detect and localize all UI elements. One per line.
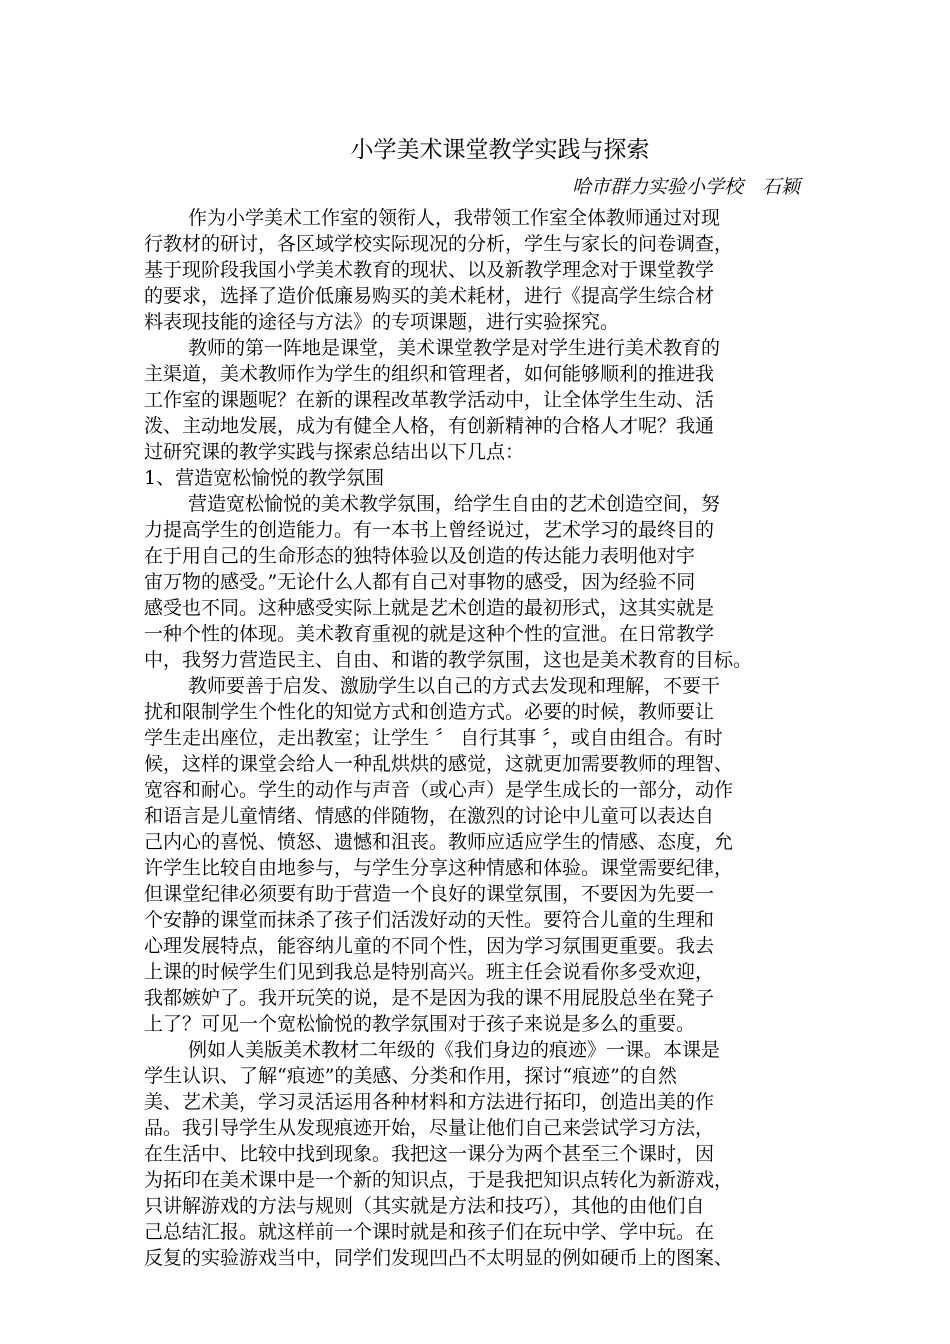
text-line: 上课的时候学生们见到我总是特别高兴。班主任会说看你多受欢迎， (144, 961, 715, 983)
text-line: 美、艺术美，学习灵活运用各种材料和方法进行拓印，创造出美的作 (144, 1091, 715, 1113)
text-line: 力提高学生的创造能力。有一本书上曾经说过，艺术学习的最终目的 (144, 519, 715, 541)
text-line: 只讲解游戏的方法与规则（其实就是方法和技巧），其他的由他们自 (144, 1195, 705, 1217)
text-line: 学生认识、了解“痕迹”的美感、分类和作用，探讨“痕迹”的自然 (144, 1065, 677, 1087)
text-line: 营造宽松愉悦的美术教学氛围，给学生自由的艺术创造空间，努 (188, 493, 721, 515)
text-line: 许学生比较自由地参与，与学生分享这种情感和体验。课堂需要纪律， (144, 857, 734, 879)
text-line: 己总结汇报。就这样前一个课时就是和孩子们在玩中学、学中玩。在 (144, 1221, 715, 1243)
text-line: 料表现技能的途径与方法》的专项课题，进行实验探究。 (144, 311, 620, 333)
text-line: 和语言是儿童情绪、情感的伴随物，在激烈的讨论中儿童可以表达自 (144, 805, 715, 827)
text-line: 品。我引导学生从发现痕迹开始，尽量让他们自己来尝试学习方法， (144, 1117, 715, 1139)
text-line: 上了？可见一个宽松愉悦的教学氛围对于孩子来说是多么的重要。 (144, 1013, 696, 1035)
text-line: 的要求，选择了造价低廉易购买的美术耗材，进行《提高学生综合材 (144, 285, 715, 307)
text-line: 行教材的研讨，各区域学校实际现况的分析，学生与家长的问卷调查， (144, 233, 734, 255)
text-line: 感受也不同。这种感受实际上就是艺术创造的最初形式，这其实就是 (144, 597, 715, 619)
text-line: 己内心的喜悦、愤怒、遗憾和沮丧。教师应适应学生的情感、态度，允 (144, 831, 734, 853)
text-line: 宽容和耐心。学生的动作与声音（或心声）是学生成长的一部分，动作 (144, 779, 734, 801)
text-line: 一种个性的体现。美术教育重视的就是这种个性的宣泄。在日常教学 (144, 623, 715, 645)
text-line: 我都嫉妒了。我开玩笑的说，是不是因为我的课不用屁股总坐在凳子 (144, 987, 715, 1009)
text-line: 在生活中、比较中找到现象。我把这一课分为两个甚至三个课时，因 (144, 1143, 715, 1165)
text-line: 扰和限制学生个性化的知觉方式和创造方式。必要的时候，教师要让 (144, 701, 715, 723)
text-line: 教师的第一阵地是课堂，美术课堂教学是对学生进行美术教育的 (188, 337, 721, 359)
text-line: 工作室的课题呢？在新的课程改革教学活动中，让全体学生生动、活 (144, 389, 715, 411)
text-line: 宙万物的感受。”无论什么人都有自己对事物的感受，因为经验不同 (144, 571, 696, 593)
page-title: 小学美术课堂教学实践与探索 (350, 137, 650, 163)
text-line: 心理发展特点，能容纳儿童的不同个性，因为学习氛围更重要。我去 (144, 935, 715, 957)
text-line: 在于用自己的生命形态的独特体验以及创造的传达能力表明他对宇 (144, 545, 696, 567)
text-line: 例如人美版美术教材二年级的《我们身边的痕迹》一课。本课是 (188, 1039, 721, 1061)
text-line: 过研究课的教学实践与探索总结出以下几点： (144, 441, 525, 463)
section-heading: 1、营造宽松愉悦的教学氛围 (144, 467, 385, 489)
text-line: 但课堂纪律必须要有助于营造一个良好的课堂氛围，不要因为先要一 (144, 883, 715, 905)
text-line: 反复的实验游戏当中，同学们发现凹凸不太明显的例如硬币上的图案、 (144, 1247, 734, 1269)
text-line: 学生走出座位，走出教室；让学生 〞 自行其事 〞，或自由组合。有时 (144, 727, 723, 749)
text-line: 泼、主动地发展，成为有健全人格，有创新精神的合格人才呢？我通 (144, 415, 715, 437)
text-line: 基于现阶段我国小学美术教育的现状、以及新教学理念对于课堂教学 (144, 259, 715, 281)
text-line: 作为小学美术工作室的领衔人，我带领工作室全体教师通过对现 (188, 207, 721, 229)
text-line: 为拓印在美术课中是一个新的知识点，于是我把知识点转化为新游戏， (144, 1169, 734, 1191)
text-line: 主渠道，美术教师作为学生的组织和管理者，如何能够顺利的推进我 (144, 363, 715, 385)
text-line: 教师要善于启发、激励学生以自己的方式去发现和理解，不要干 (188, 675, 721, 697)
text-line: 个安静的课堂而抹杀了孩子们活泼好动的天性。要符合儿童的生理和 (144, 909, 715, 931)
text-line: 中，我努力营造民主、自由、和谐的教学氛围，这也是美术教育的目标。 (144, 649, 753, 671)
author-line: 哈市群力实验小学校 石颖 (571, 176, 800, 198)
text-line: 候，这样的课堂会给人一种乱烘烘的感觉，这就更加需要教师的理智、 (144, 753, 734, 775)
